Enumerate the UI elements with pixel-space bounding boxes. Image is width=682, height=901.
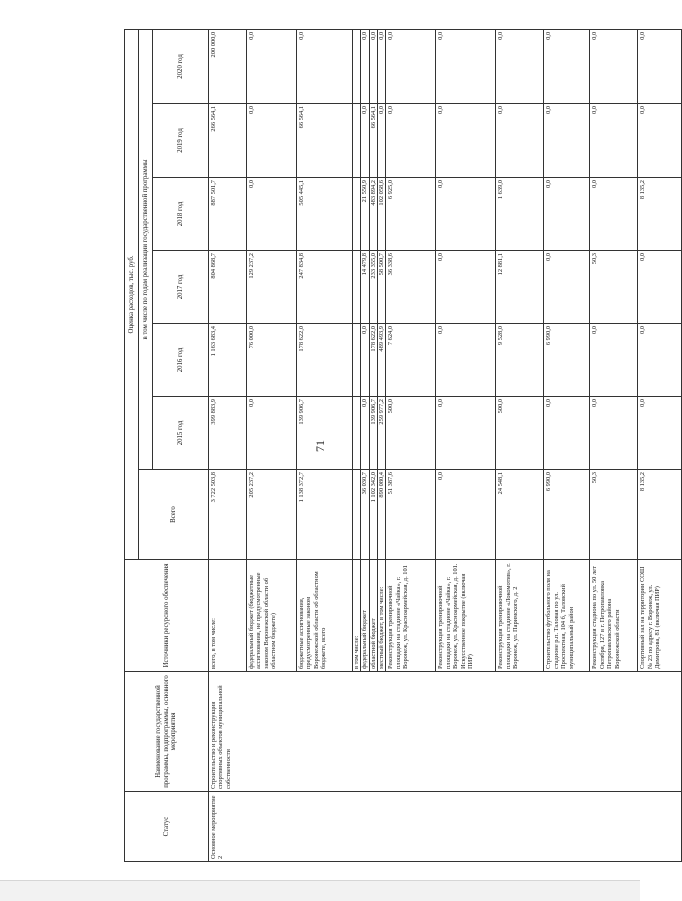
source-cell: Спортивный зал на территории СОШ № 23 по адресу г. Воронеж, ул. Димитрова, 81 (включая ПИР) xyxy=(638,560,682,672)
year-value-cell: 0,0 xyxy=(544,29,590,103)
source-cell: бюджетные ассигнования, предусмотренные законом Воронежской области об областном бюджете, всего xyxy=(297,560,353,672)
year-value-cell: 0,0 xyxy=(590,29,638,103)
year-value-cell: 7 624,0 xyxy=(386,324,436,397)
year-value-cell: 66 564,1 xyxy=(297,104,353,178)
year-value-cell: 6 925,0 xyxy=(386,178,436,251)
year-value-cell: 1 639,0 xyxy=(496,178,544,251)
total-cell: 50,3 xyxy=(590,470,638,560)
year-value-cell: 0,0 xyxy=(496,104,544,178)
year-value-cell: 247 834,8 xyxy=(297,251,353,324)
year-value-cell xyxy=(353,104,361,178)
source-cell: Реконструкция тренировочной площадки на стадионе «Чайка», г. Воронеж, ул. Красноармейская, д. 101. Искусственное покрытие (включая ПИР) xyxy=(436,560,496,672)
year-value-cell: 0,0 xyxy=(590,324,638,397)
year-value-cell: 259 977,2 xyxy=(378,397,386,470)
year-value-cell: 58 500,7 xyxy=(378,251,386,324)
source-cell: федеральный бюджет (бюджетные ассигнования, не предусмотренные законом Воронежской области об областном бюджете) xyxy=(247,560,297,672)
total-cell: 51 387,6 xyxy=(386,470,436,560)
header-program: Наименование государственной программы, подпрограммы, основного мероприятия xyxy=(125,672,209,792)
source-cell: областной бюджет xyxy=(369,560,377,672)
year-value-cell: 139 906,7 xyxy=(297,397,353,470)
total-cell: 24 548,1 xyxy=(496,470,544,560)
total-cell: 6 990,0 xyxy=(544,470,590,560)
year-value-cell: 0,0 xyxy=(378,29,386,103)
year-value-cell: 0,0 xyxy=(361,104,369,178)
page-number: 71 xyxy=(313,440,327,452)
year-value-cell: 0,0 xyxy=(361,29,369,103)
total-cell: 0,0 xyxy=(436,470,496,560)
total-cell: 890 080,4 xyxy=(378,470,386,560)
year-value-cell: 21 550,9 xyxy=(361,178,369,251)
year-value-cell: 0,0 xyxy=(638,104,682,178)
viewer-bottom-strip xyxy=(0,880,640,901)
year-value-cell: 0,0 xyxy=(590,178,638,251)
header-year: 2019 год xyxy=(153,104,209,178)
year-value-cell: 804 868,7 xyxy=(209,251,247,324)
year-value-cell: 178 622,0 xyxy=(369,324,377,397)
year-value-cell: 483 894,2 xyxy=(369,178,377,251)
program-name-cell: Строительство и реконструкция спортивных объектов муниципальной собственности xyxy=(209,672,682,792)
rotated-table-container xyxy=(124,30,662,862)
year-value-cell: 66 564,1 xyxy=(369,104,377,178)
year-value-cell: 9 528,0 xyxy=(496,324,544,397)
table-row xyxy=(209,29,247,861)
year-value-cell: 0,0 xyxy=(544,178,590,251)
year-value-cell: 0,0 xyxy=(386,29,436,103)
year-value-cell: 102 058,6 xyxy=(378,178,386,251)
year-value-cell xyxy=(353,29,361,103)
year-value-cell: 0,0 xyxy=(638,251,682,324)
source-cell: Строительство футбольного поля на стадионе р.п. Таловая по ул. Проспектная, 104 б, Таловский муниципальный район xyxy=(544,560,590,672)
year-value-cell: 0,0 xyxy=(436,397,496,470)
year-value-cell: 0,0 xyxy=(247,104,297,178)
year-value-cell: 0,0 xyxy=(436,324,496,397)
year-value-cell: 0,0 xyxy=(247,29,297,103)
year-value-cell: 0,0 xyxy=(544,104,590,178)
year-value-cell: 0,0 xyxy=(361,397,369,470)
status-cell: Основное мероприятие 2 xyxy=(209,792,682,862)
header-status: Статус xyxy=(125,792,209,862)
year-value-cell: 36 338,6 xyxy=(386,251,436,324)
source-cell: местный бюджет, в том числе: xyxy=(378,560,386,672)
year-value-cell: 139 906,7 xyxy=(369,397,377,470)
year-value-cell: 0,0 xyxy=(638,397,682,470)
year-value-cell: 266 564,1 xyxy=(209,104,247,178)
year-value-cell: 0,0 xyxy=(638,29,682,103)
total-cell: 36 030,7 xyxy=(361,470,369,560)
source-cell: в том числе: xyxy=(353,560,361,672)
year-value-cell: 12 881,1 xyxy=(496,251,544,324)
year-value-cell: 233 355,0 xyxy=(369,251,377,324)
year-value-cell: 0,0 xyxy=(436,29,496,103)
header-by-year: в том числе по годам реализации государственной программы xyxy=(139,29,153,469)
year-value-cell: 887 501,7 xyxy=(209,178,247,251)
total-cell xyxy=(353,470,361,560)
year-value-cell xyxy=(353,251,361,324)
year-value-cell: 489 493,9 xyxy=(378,324,386,397)
year-value-cell: 0,0 xyxy=(369,29,377,103)
year-value-cell: 0,0 xyxy=(436,251,496,324)
year-value-cell: 129 237,2 xyxy=(247,251,297,324)
year-value-cell: 8 135,2 xyxy=(638,178,682,251)
year-value-cell: 0,0 xyxy=(544,397,590,470)
year-value-cell: 399 883,9 xyxy=(209,397,247,470)
year-value-cell: 0,0 xyxy=(436,178,496,251)
year-value-cell: 1 163 683,4 xyxy=(209,324,247,397)
year-value-cell: 0,0 xyxy=(247,178,297,251)
year-value-cell xyxy=(353,397,361,470)
year-value-cell: 200 000,0 xyxy=(209,29,247,103)
year-value-cell: 76 000,0 xyxy=(247,324,297,397)
header-estimate: Оценка расходов, тыс. руб. xyxy=(125,29,139,559)
year-value-cell: 0,0 xyxy=(496,29,544,103)
source-cell: Реконструкция тренировочной площадки на стадионе «Чайка», г. Воронеж, ул. Красноармейская, д. 101 xyxy=(386,560,436,672)
source-cell: Реконструкция стадиона по ул. 50 лет Октября, 127 в г. Петропавловка Петропавловского района Воронежской области xyxy=(590,560,638,672)
year-value-cell xyxy=(353,178,361,251)
year-value-cell: 500,0 xyxy=(496,397,544,470)
year-value-cell: 0,0 xyxy=(378,104,386,178)
year-value-cell: 0,0 xyxy=(590,397,638,470)
header-year: 2015 год xyxy=(153,397,209,470)
year-value-cell xyxy=(353,324,361,397)
header-source: Источники ресурсного обеспечения xyxy=(125,560,209,672)
year-value-cell: 0,0 xyxy=(590,104,638,178)
expenditure-table xyxy=(124,29,682,862)
total-cell: 8 135,2 xyxy=(638,470,682,560)
total-cell: 1 102 342,0 xyxy=(369,470,377,560)
year-value-cell: 500,0 xyxy=(386,397,436,470)
year-value-cell: 0,0 xyxy=(638,324,682,397)
year-value-cell: 0,0 xyxy=(436,104,496,178)
year-value-cell: 0,0 xyxy=(386,104,436,178)
year-value-cell: 0,0 xyxy=(247,397,297,470)
header-year: 2020 год xyxy=(153,29,209,103)
year-value-cell: 178 622,0 xyxy=(297,324,353,397)
year-value-cell: 50,3 xyxy=(590,251,638,324)
total-cell: 1 138 372,7 xyxy=(297,470,353,560)
source-cell: Реконструкция тренировочной площадки на стадионе «Локомотив», г. Воронеж, ул. Паримского, д. 2 xyxy=(496,560,544,672)
header-year: 2016 год xyxy=(153,324,209,397)
source-cell: федеральный бюджет xyxy=(361,560,369,672)
year-value-cell: 505 445,1 xyxy=(297,178,353,251)
year-value-cell: 6 990,0 xyxy=(544,324,590,397)
source-cell: всего, в том числе: xyxy=(209,560,247,672)
total-cell: 205 237,2 xyxy=(247,470,297,560)
year-value-cell: 0,0 xyxy=(297,29,353,103)
header-total: Всего xyxy=(139,470,209,560)
total-cell: 3 722 503,8 xyxy=(209,470,247,560)
year-value-cell: 0,0 xyxy=(361,324,369,397)
year-value-cell: 0,0 xyxy=(544,251,590,324)
year-value-cell: 14 479,8 xyxy=(361,251,369,324)
header-year: 2018 год xyxy=(153,178,209,251)
header-year: 2017 год xyxy=(153,251,209,324)
